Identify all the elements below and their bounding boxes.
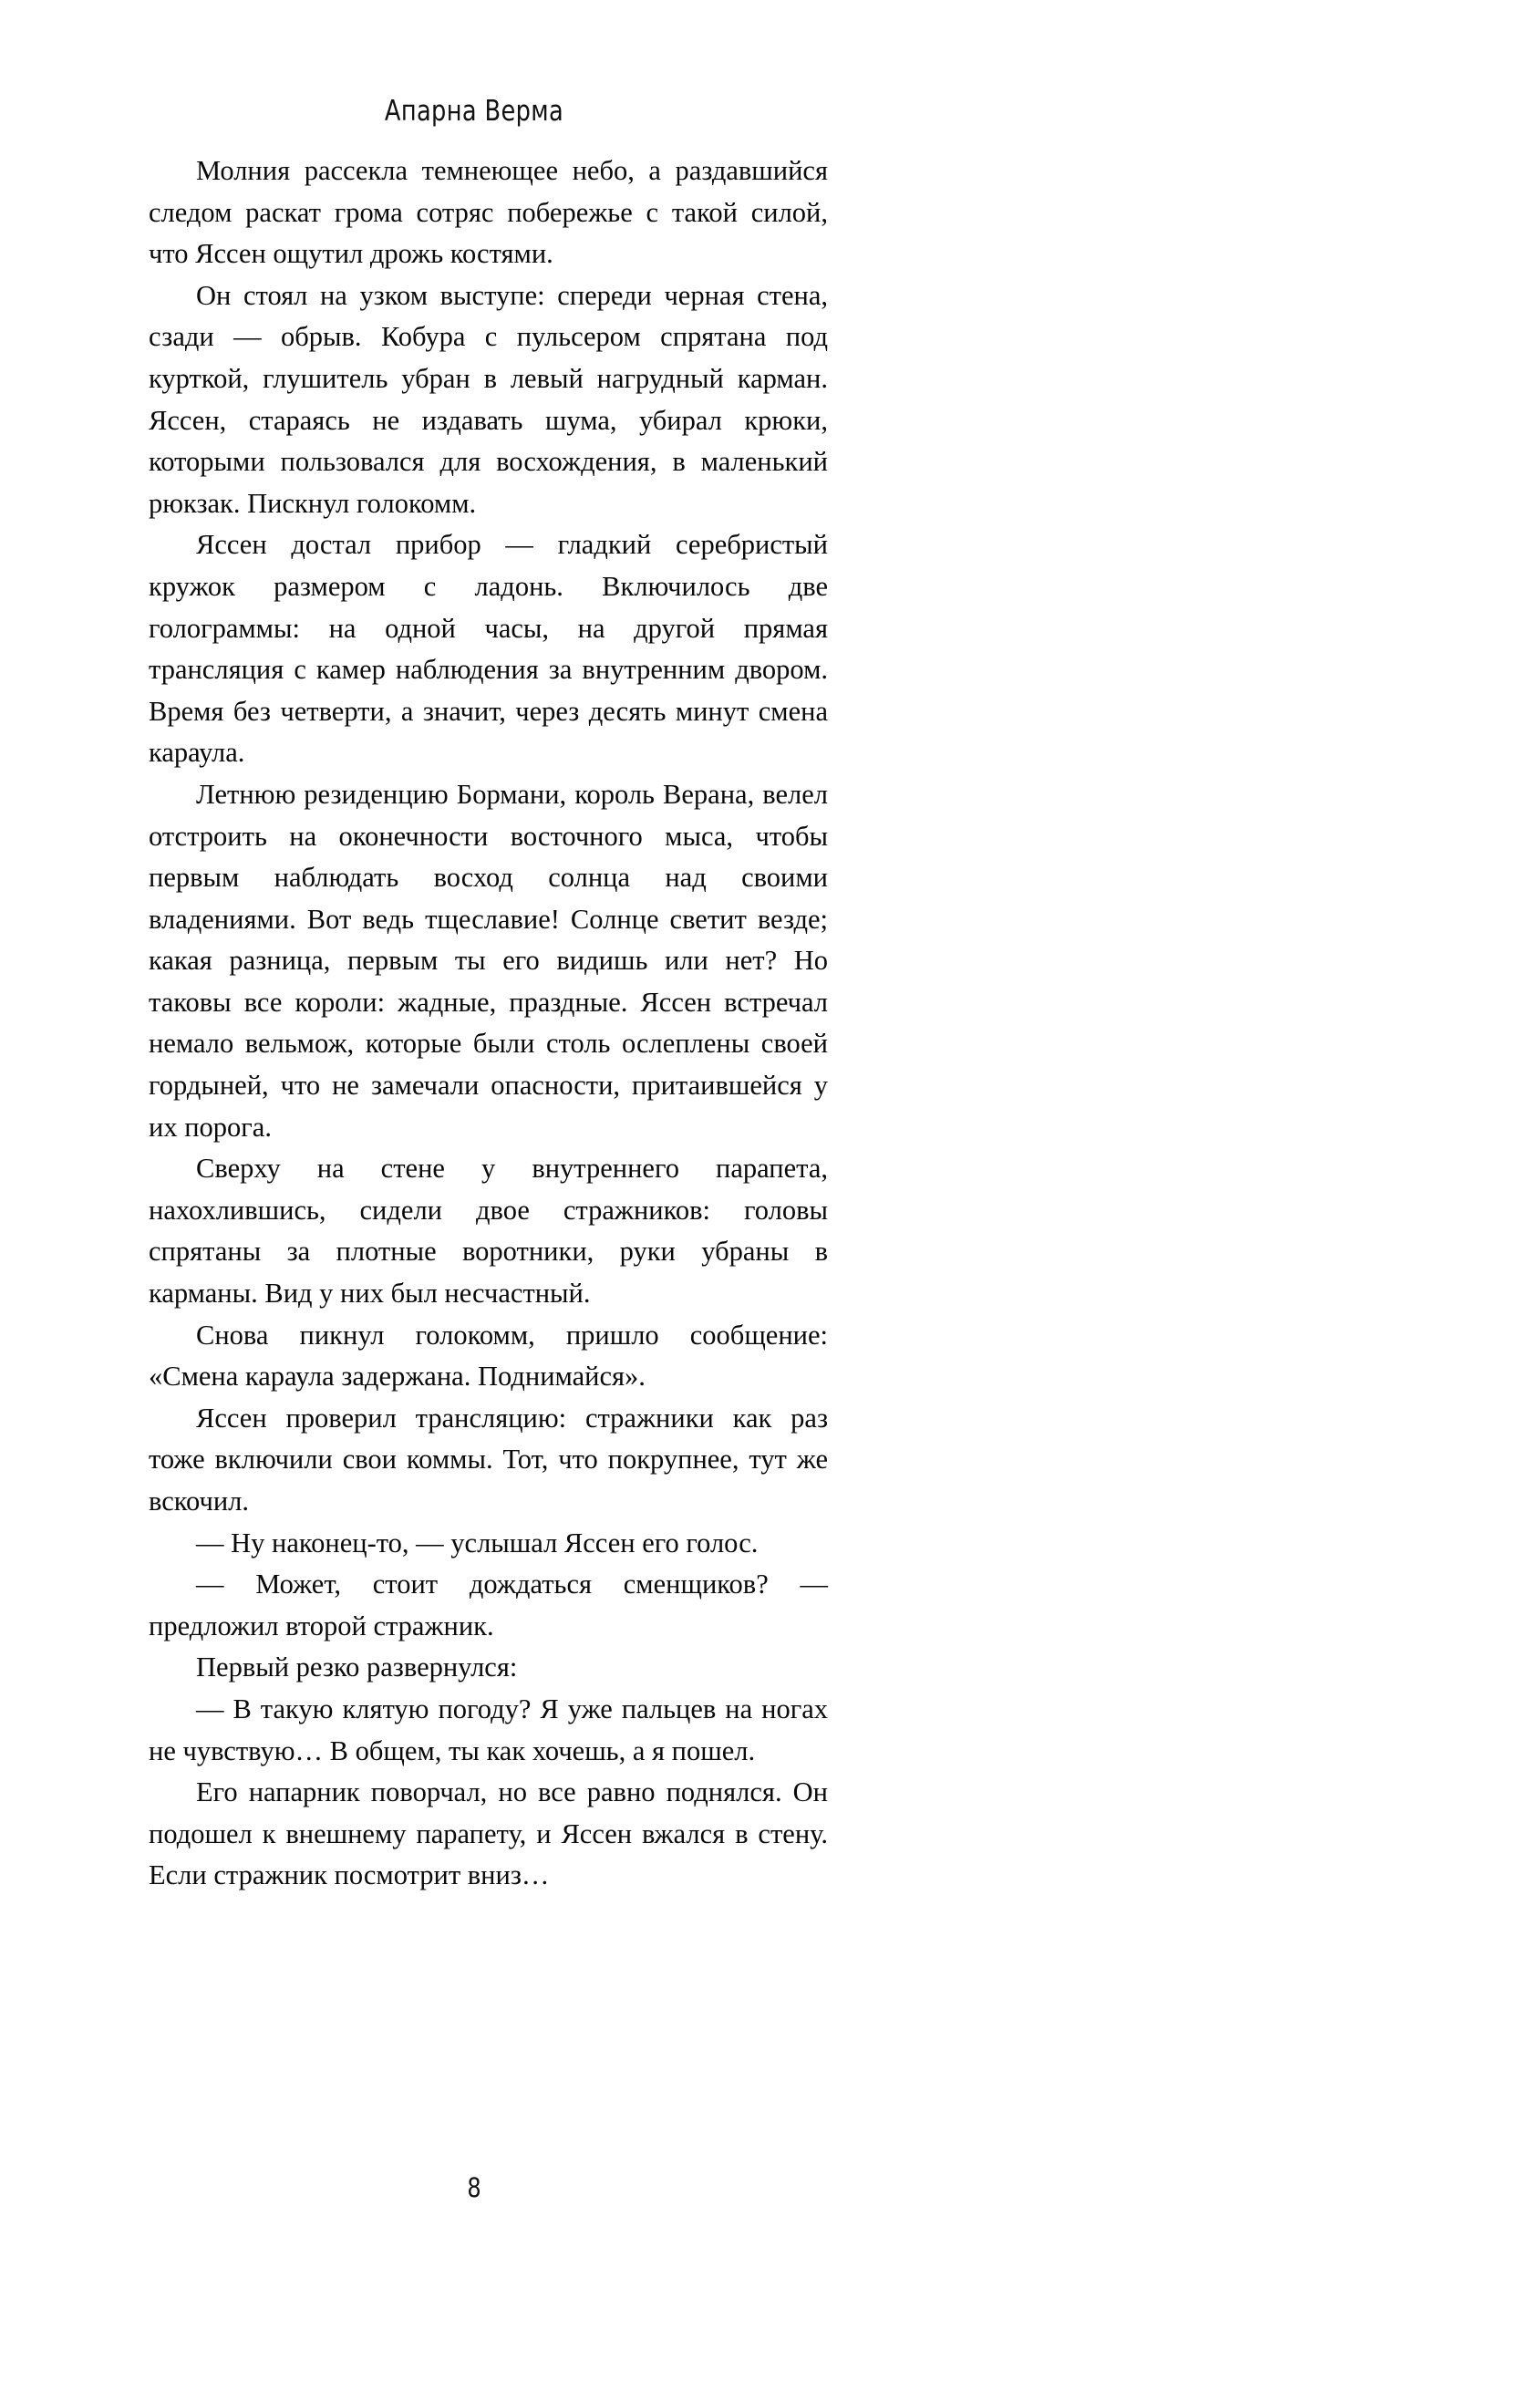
dialogue-paragraph: — В такую клятую погоду? Я уже пальцев на ногах не чувствую… В общем, ты как хочешь, а я пошел. xyxy=(149,1693,828,1766)
paragraph: Летнюю резиденцию Бормани, король Верана, велел отстроить на оконечности восточного мыса, чтобы первым наблюдать восход солнца над своими владениями. Вот ведь тщеславие! Солнце светит везде; какая разница, первым ты его видишь или нет? Но таковы все короли: жадные, праздные. Яссен встречал немало вельмож, которые были столь ослеплены своей гордыней, что не замечали опасности, притаившейся у их порога. xyxy=(149,778,828,1143)
paragraph: Снова пикнул голокомм, пришло сообщение: «Смена караула задержана. Поднимайся». xyxy=(149,1319,828,1393)
paragraph: Яссен проверил трансляцию: стражники как раз тоже включили свои коммы. Тот, что покрупнее, тут же вскочил. xyxy=(149,1402,828,1517)
page-number: 8 xyxy=(467,2172,481,2203)
paragraph: Его напарник поворчал, но все равно поднялся. Он подошел к внешнему парапету, и Яссен вжался в стену. Если стражник посмотрит вниз… xyxy=(149,1776,828,1891)
dialogue-paragraph: — Может, стоит дождаться сменщиков? — предложил второй стражник. xyxy=(149,1569,828,1641)
paragraph: Он стоял на узком выступе: спереди черная стена, сзади — обрыв. Кобура с пульсером спрятана под курткой, глушитель убран в левый нагрудный карман. Яссен, стараясь не издавать шума, убирал крюки, которыми пользовался для восхождения, в маленький рюкзак. Пискнул голокомм. xyxy=(149,279,828,519)
paragraph: Молния рассекла темнеющее небо, а раздавшийся следом раскат грома сотряс побережье с такой силой, что Яссен ощутил дрожь костями. xyxy=(149,155,828,270)
paragraph: Сверху на стене у внутреннего парапета, нахохлившись, сидели двое стражников: головы спрятаны за плотные воротники, руки убраны в карманы. Вид у них был несчастный. xyxy=(149,1153,828,1310)
paragraph: Яссен достал прибор — гладкий серебристый кружок размером с ладонь. Включилось две голограммы: на одной часы, на другой прямая трансляция с камер наблюдения за внутренним двором. Время без четверти, а значит, через десять минут смена караула. xyxy=(149,529,828,769)
body-text-column xyxy=(149,150,828,1897)
paragraph: Первый резко развернулся: xyxy=(196,1652,518,1683)
running-head-author: Апарна Верма xyxy=(384,95,564,128)
dialogue-paragraph: — Ну наконец-то, — услышал Яссен его голос. xyxy=(196,1527,759,1558)
